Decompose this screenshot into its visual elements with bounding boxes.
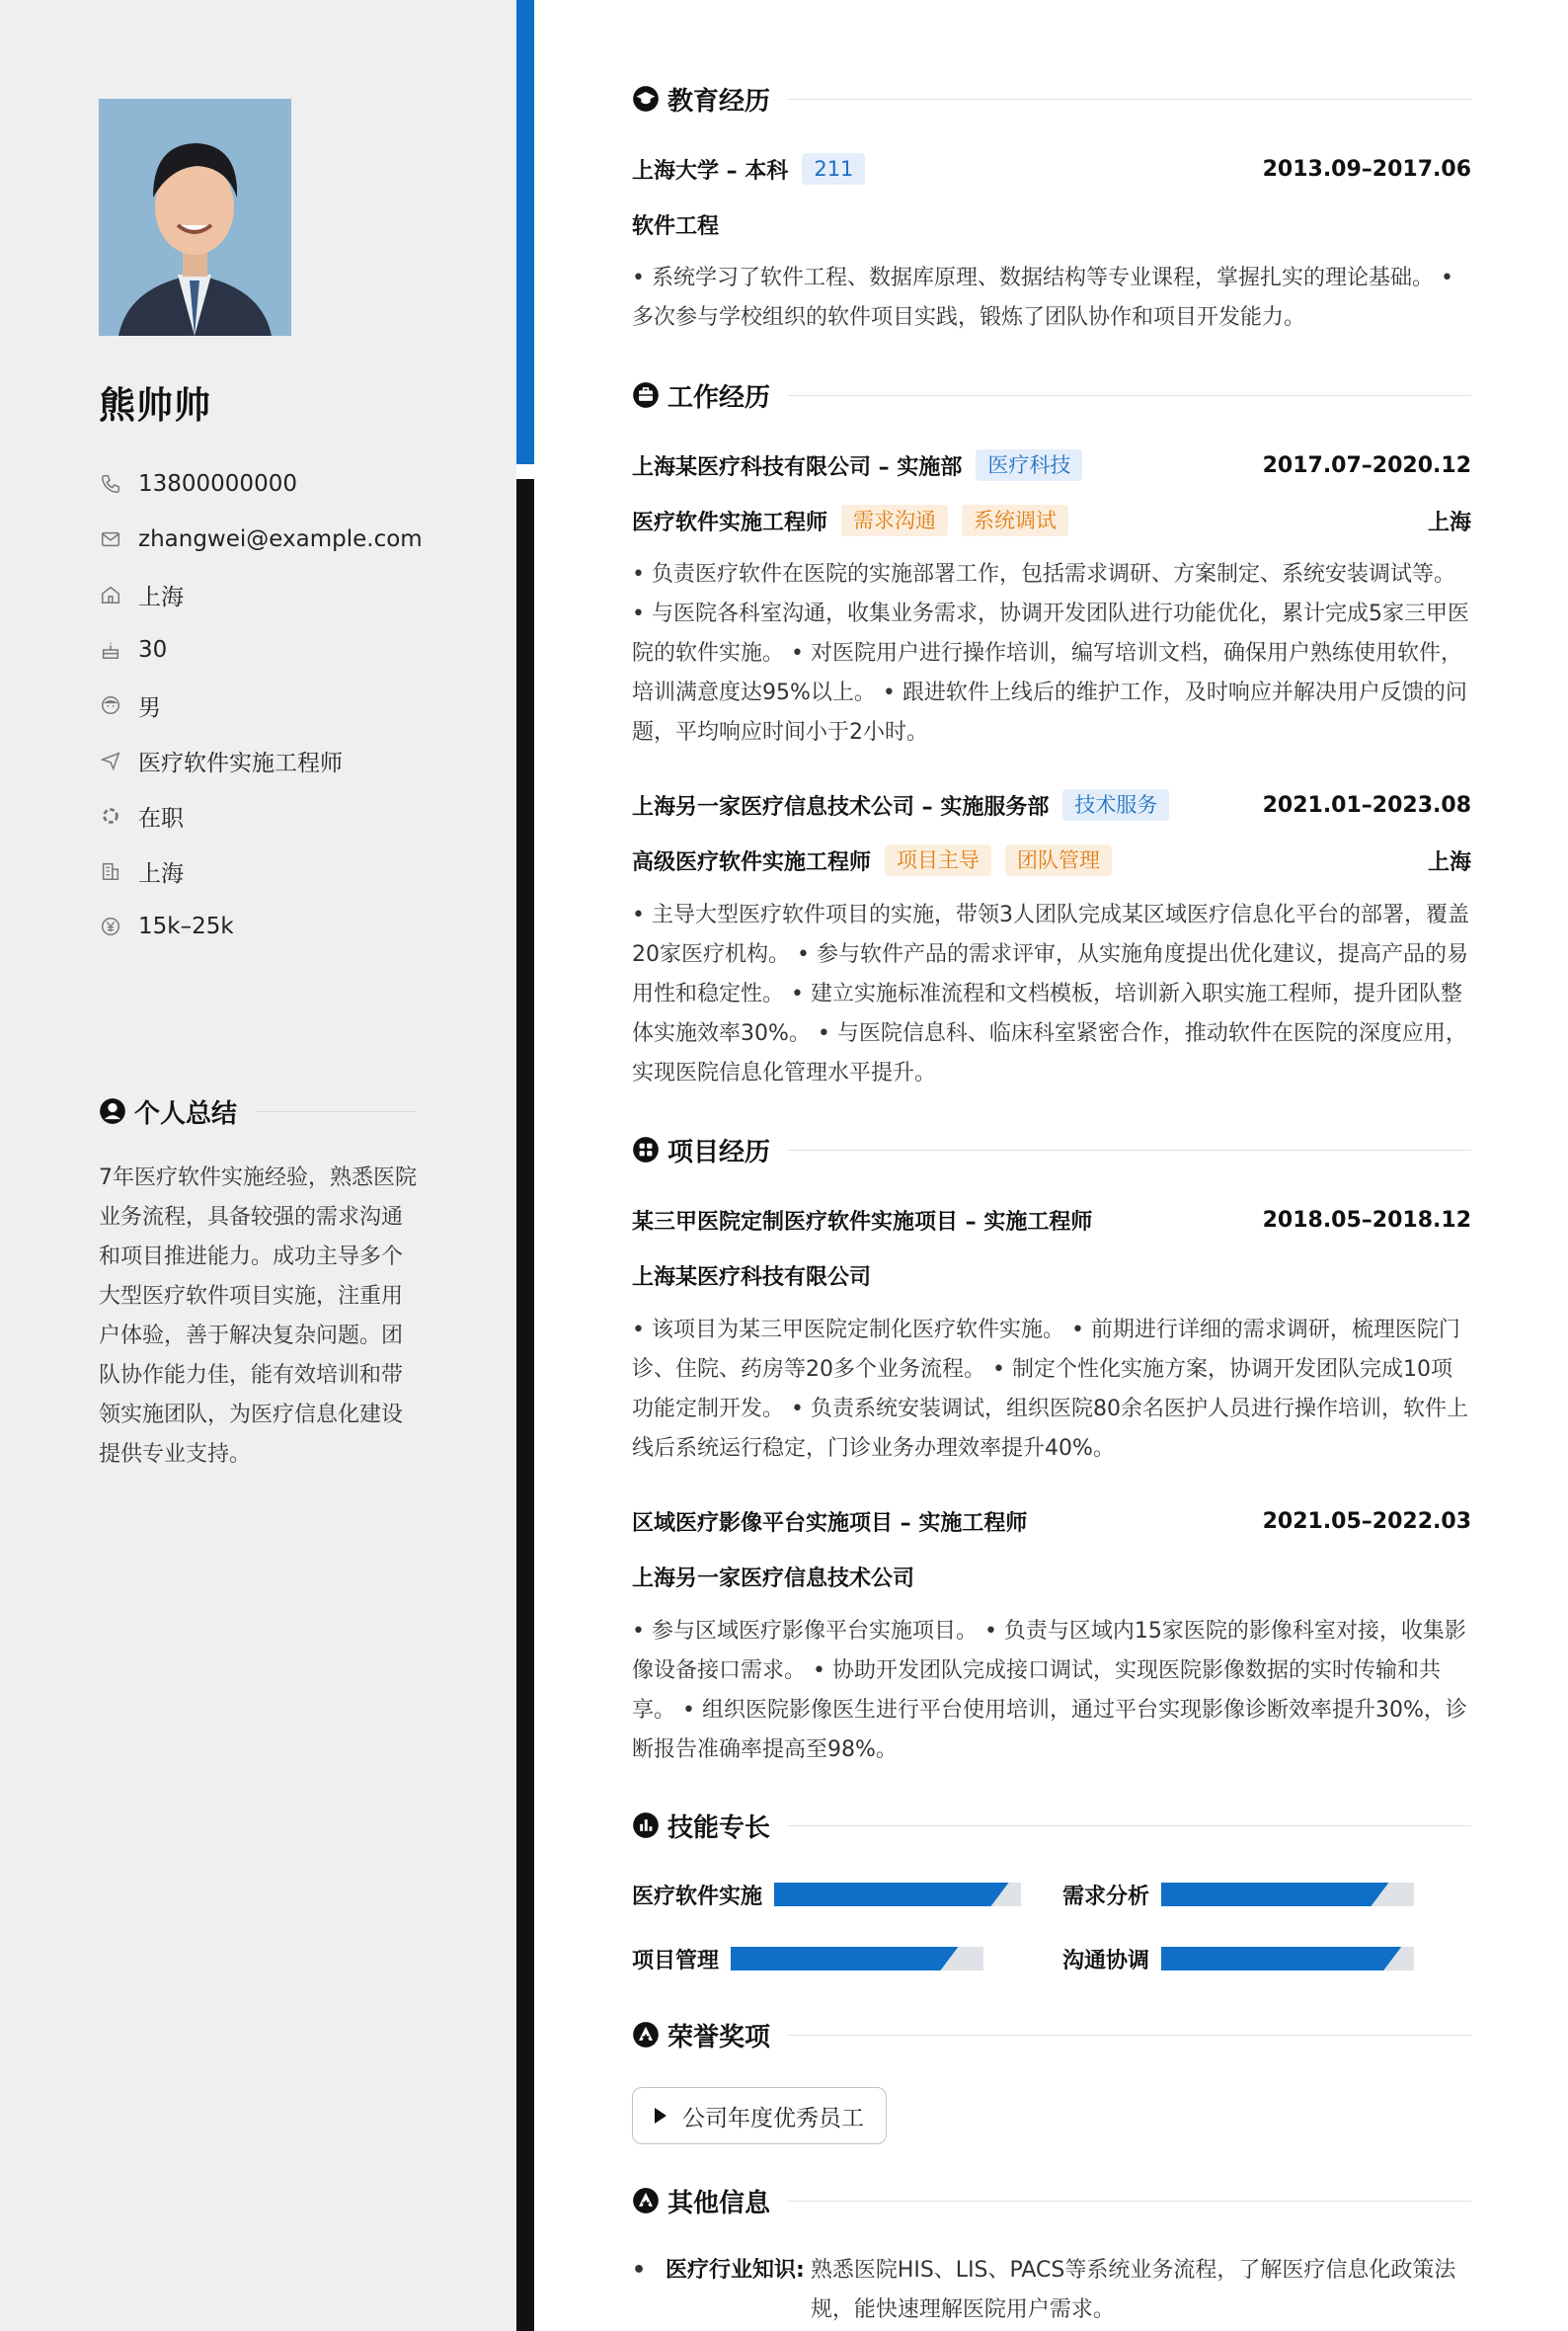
divider-rail: [516, 479, 534, 2331]
award-icon: [632, 2187, 660, 2214]
contact-status: [99, 788, 423, 844]
skill-item: [1062, 1941, 1414, 1976]
divider: [255, 1111, 417, 1112]
skills-title: 技能专长: [667, 1812, 771, 1843]
work-date: 2017.07–2020.12: [1262, 452, 1471, 478]
project-item-2-org-row: [632, 1559, 1471, 1594]
education-major-row: [632, 206, 1471, 242]
school-tag: 211: [802, 153, 865, 185]
work-city: 上海: [1427, 510, 1471, 535]
contact-age: [99, 622, 423, 678]
building-icon: [99, 859, 122, 883]
project-item-1-description: • 该项目为某三甲医院定制化医疗软件实施。 • 前期进行详细的需求调研，梳理医院门诊、住院、药房等20多个业务流程。 • 制定个性化实施方案，协调开发团队完成10项功能定制开发。 • 负责系统安装调试，组织医院80余名医护人员进行操作培训，软件上线后系统运行稳定，门诊业务办理效率提升40%。: [632, 1318, 1468, 1461]
candidate-name: 熊帅帅: [99, 384, 211, 427]
project-name: 区域医疗影像平台实施项目 – 实施工程师: [632, 1510, 1028, 1536]
contact-city: [99, 844, 423, 899]
skill-bar: [1161, 1947, 1414, 1970]
projects-header: [632, 1130, 1471, 1169]
divider: [788, 99, 1471, 100]
contact-gender-value: 男: [138, 694, 161, 721]
status-icon: [99, 804, 122, 828]
skill-item: [632, 1877, 1021, 1912]
skill-tag: 系统调试: [962, 505, 1068, 536]
avatar: [99, 99, 291, 336]
work-title: 工作经历: [667, 382, 771, 413]
face-icon: [99, 693, 122, 717]
education-header: [632, 79, 1471, 119]
mail-icon: [99, 527, 122, 551]
briefcase-icon: [632, 381, 660, 409]
contact-address: [99, 567, 423, 622]
skill-name: 需求分析: [1062, 1884, 1150, 1909]
contact-address-value: 上海: [138, 584, 184, 610]
summary-section: [99, 1091, 417, 1475]
work-item-1-header: [632, 447, 1471, 483]
skill-name: 项目管理: [632, 1948, 720, 1973]
industry-tag: 医疗科技: [976, 449, 1082, 481]
project-date: 2021.05–2022.03: [1262, 1508, 1471, 1534]
project-org: 上海另一家医疗信息技术公司: [632, 1566, 915, 1591]
work-role: 高级医疗软件实施工程师: [632, 849, 872, 875]
work-role: 医疗软件实施工程师: [632, 510, 828, 535]
industry-tag: 技术服务: [1062, 789, 1169, 821]
contact-email: [99, 512, 423, 567]
contact-age-value: 30: [138, 637, 168, 663]
work-item-2-header: [632, 787, 1471, 823]
summary-header: [99, 1091, 417, 1131]
education-title: 教育经历: [667, 86, 771, 117]
skill-tag: 团队管理: [1005, 844, 1112, 876]
work-item-1-description: • 负责医疗软件在医院的实施部署工作，包括需求调研、方案制定、系统安装调试等。 • 与医院各科室沟通，收集业务需求，协调开发团队进行功能优化，累计完成5家三甲医院的软件实施。 • 对医院用户进行操作培训，编写培训文档，确保用户熟练使用软件，培训满意度达95%以上。 • 跟进软件上线后的维护工作，及时响应并解决用户反馈的问题，平均响应时间小于2小时。: [632, 562, 1469, 745]
contact-position: [99, 733, 423, 788]
divider: [788, 1150, 1471, 1151]
school-name: 上海大学 – 本科: [632, 158, 789, 184]
contact-email-value[interactable]: zhangwei@example.com: [138, 526, 423, 552]
divider: [788, 395, 1471, 396]
major: 软件工程: [632, 213, 720, 239]
project-date: 2018.05–2018.12: [1262, 1207, 1471, 1233]
bullet-icon: •: [632, 2258, 647, 2283]
grid-icon: [632, 1136, 660, 1164]
user-icon: [99, 1097, 126, 1125]
honors-title: 荣誉奖项: [667, 2022, 771, 2052]
skill-tag: 项目主导: [885, 844, 991, 876]
work-item-2-role: [632, 843, 1471, 878]
skill-item: [1062, 1877, 1414, 1912]
work-item-2-description: • 主导大型医疗软件项目的实施，带领3人团队完成某区域医疗信息化平台的部署，覆盖20家医疗机构。 • 参与软件产品的需求评审，从实施角度提出优化建议，提高产品的易用性和稳定性。 • 建立实施标准流程和文档模板，培训新入职实施工程师，提升团队整体实施效率30%。 • 与医院信息科、临床科室紧密合作，推动软件在医院的深度应用，实现医院信息化管理水平提升。: [632, 903, 1469, 1085]
contact-city-value: 上海: [138, 860, 184, 887]
divider: [788, 2035, 1471, 2036]
project-item-1-org-row: [632, 1257, 1471, 1293]
education-row: [632, 151, 1471, 187]
skill-bar-fill: [774, 1883, 1009, 1906]
skill-tag: 需求沟通: [841, 505, 948, 536]
contact-list: [99, 456, 423, 954]
summary-title: 个人总结: [134, 1098, 238, 1129]
work-company: 上海某医疗科技有限公司 – 实施部: [632, 454, 963, 480]
phone-icon: [99, 472, 122, 496]
other-item: [632, 2251, 1471, 2330]
divider: [788, 2201, 1471, 2202]
education-description: • 系统学习了软件工程、数据库原理、数据结构等专业课程，掌握扎实的理论基础。 • 多次参与学校组织的软件项目实践，锻炼了团队协作和项目开发能力。: [632, 266, 1453, 330]
contact-phone: [99, 456, 423, 512]
work-date: 2021.01–2023.08: [1262, 792, 1471, 818]
project-org: 上海某医疗科技有限公司: [632, 1264, 872, 1290]
skill-item: [632, 1941, 983, 1976]
other-title: 其他信息: [667, 2188, 771, 2218]
award-badge: [632, 2087, 887, 2144]
contact-gender: [99, 678, 423, 733]
project-item-1-header: [632, 1202, 1471, 1238]
contact-salary: [99, 899, 423, 954]
projects-title: 项目经历: [667, 1137, 771, 1167]
contact-position-value: 医疗软件实施工程师: [138, 750, 343, 776]
contact-phone-value[interactable]: 13800000000: [138, 471, 297, 497]
skills-header: [632, 1806, 1471, 1845]
skill-bar: [731, 1947, 983, 1970]
send-icon: [99, 749, 122, 772]
project-item-2-header: [632, 1503, 1471, 1539]
skill-bar-fill: [1161, 1883, 1388, 1906]
other-label: 医疗行业知识:: [666, 2258, 805, 2283]
skill-bar-fill: [1161, 1947, 1401, 1970]
accent-rail: [516, 0, 534, 464]
other-header: [632, 2181, 1471, 2220]
skill-name: 沟通协调: [1062, 1948, 1150, 1973]
summary-text: 7年医疗软件实施经验，熟悉医院业务流程，具备较强的需求沟通和项目推进能力。成功主导多个大型医疗软件项目实施，注重用户体验，善于解决复杂问题。团队协作能力佳，能有效培训和带领实施团队，为医疗信息化建设提供专业支持。: [99, 1166, 417, 1467]
play-icon: [655, 2108, 666, 2124]
salary-icon: [99, 915, 122, 938]
skill-name: 医疗软件实施: [632, 1884, 763, 1909]
skill-bar: [774, 1883, 1021, 1906]
honors-header: [632, 2015, 1471, 2054]
home-icon: [99, 583, 122, 606]
skill-bar-fill: [731, 1947, 958, 1970]
skill-bar: [1161, 1883, 1414, 1906]
contact-salary-value: 15k–25k: [138, 914, 234, 939]
divider: [788, 1825, 1471, 1826]
work-city: 上海: [1427, 849, 1471, 875]
graduation-cap-icon: [632, 85, 660, 113]
other-text: 熟悉医院HIS、LIS、PACS等系统业务流程，了解医疗信息化政策法规，能快速理解医院用户需求。: [810, 2258, 1456, 2322]
award-label: 公司年度优秀员工: [682, 2105, 864, 2131]
work-header: [632, 375, 1471, 415]
education-date: 2013.09–2017.06: [1262, 156, 1471, 182]
work-company: 上海另一家医疗信息技术公司 – 实施服务部: [632, 794, 1050, 820]
bar-chart-icon: [632, 1811, 660, 1839]
cake-icon: [99, 638, 122, 662]
contact-status-value: 在职: [138, 805, 184, 832]
project-name: 某三甲医院定制医疗软件实施项目 – 实施工程师: [632, 1209, 1093, 1235]
project-item-2-description: • 参与区域医疗影像平台实施项目。 • 负责与区域内15家医院的影像科室对接，收集影像设备接口需求。 • 协助开发团队完成接口调试，实现医院影像数据的实时传输和共享。 • 组织医院影像医生进行平台使用培训，通过平台实现影像诊断效率提升30%，诊断报告准确率提高至98%。: [632, 1619, 1467, 1762]
award-icon: [632, 2021, 660, 2049]
work-item-1-role: [632, 503, 1471, 538]
